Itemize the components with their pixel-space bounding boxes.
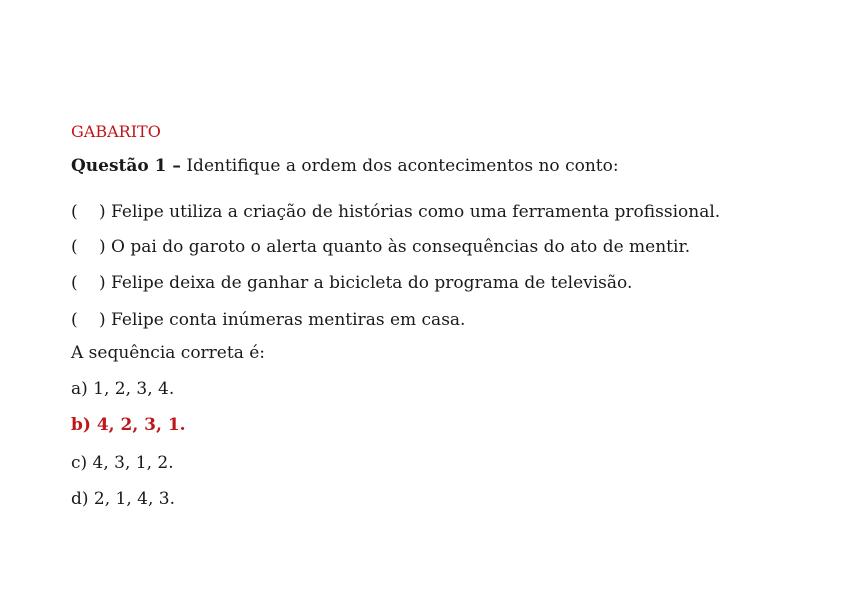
sequence-item [71, 236, 690, 258]
sequence-item-text: ) Felipe conta inúmeras mentiras em casa. [99, 310, 466, 330]
option-d: d) 2, 1, 4, 3. [71, 489, 176, 509]
blank-parenthesis: ( [71, 310, 78, 330]
option-b-correct: b) 4, 2, 3, 1. [71, 415, 186, 435]
sequence-item-text: ) Felipe utiliza a criação de histórias como uma ferramenta profissional. [99, 202, 721, 222]
blank-parenthesis: ( [71, 237, 78, 257]
blank-parenthesis: ( [71, 273, 78, 293]
blank-parenthesis: ( [71, 202, 78, 222]
question-heading [71, 155, 619, 177]
sequence-item-text: ) Felipe deixa de ganhar a bicicleta do programa de televisão. [99, 273, 633, 293]
answer-prompt: A sequência correta é: [71, 343, 266, 363]
sequence-item [71, 309, 465, 331]
option-a: a) 1, 2, 3, 4. [71, 379, 175, 399]
sequence-item [71, 201, 720, 223]
question-text: Identifique a ordem dos acontecimentos no conto: [180, 156, 619, 176]
option-c: c) 4, 3, 1, 2. [71, 453, 174, 473]
sequence-item [71, 272, 632, 294]
sequence-item-text: ) O pai do garoto o alerta quanto às consequências do ato de mentir. [99, 237, 691, 257]
answer-key-title: GABARITO [71, 122, 161, 141]
question-number: Questão 1 – [71, 156, 181, 176]
